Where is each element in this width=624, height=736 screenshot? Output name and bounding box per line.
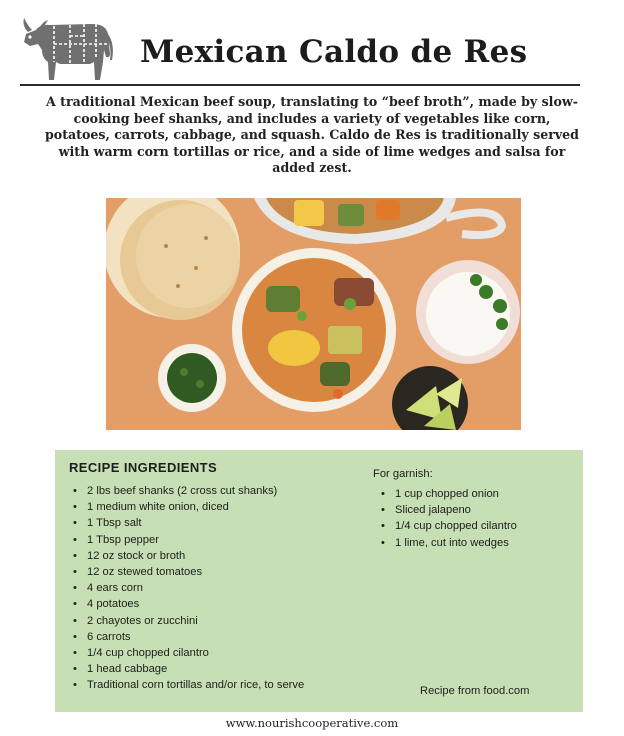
recipe-credit: Recipe from food.com	[420, 685, 530, 697]
garnish-title: For garnish:	[373, 468, 433, 480]
list-item: • 12 oz stewed tomatoes	[71, 564, 304, 580]
header	[20, 8, 580, 86]
list-item: • Traditional corn tortillas and/or rice, to serve	[71, 677, 304, 693]
list-item: • 1/4 cup chopped cilantro	[379, 518, 517, 534]
list-item: • 1/4 cup chopped cilantro	[71, 645, 304, 661]
list-item: • 1 Tbsp pepper	[71, 532, 304, 548]
list-item: • 1 head cabbage	[71, 661, 304, 677]
list-item: • 1 cup chopped onion	[379, 486, 517, 502]
dish-photo	[106, 198, 521, 430]
page-title: Mexican Caldo de Res	[140, 34, 528, 70]
list-item: • 1 medium white onion, diced	[71, 499, 304, 515]
garnish-list	[379, 486, 517, 551]
list-item: • 1 Tbsp salt	[71, 515, 304, 531]
title-divider	[20, 84, 580, 86]
list-item: • 2 chayotes or zucchini	[71, 613, 304, 629]
list-item: • 12 oz stock or broth	[71, 548, 304, 564]
list-item: • 2 lbs beef shanks (2 cross cut shanks)	[71, 483, 304, 499]
ingredients-title: RECIPE INGREDIENTS	[69, 460, 218, 475]
ingredients-card	[55, 450, 583, 712]
list-item: • Sliced jalapeno	[379, 502, 517, 518]
cow-butcher-chart-icon	[20, 10, 116, 84]
list-item: • 6 carrots	[71, 629, 304, 645]
intro-paragraph: A traditional Mexican beef soup, translating to “beef broth”, made by slow-cooking beef shanks, and includes a variety of vegetables like corn, potatoes, carrots, cabbage, and squash. Caldo de Res is traditionally served with warm corn tortillas or rice, and a side of lime wedges and salsa for added zest.	[44, 94, 579, 176]
footer-url: www.nourishcooperative.com	[225, 716, 399, 730]
list-item: • 4 ears corn	[71, 580, 304, 596]
list-item: • 4 potatoes	[71, 596, 304, 612]
list-item: • 1 lime, cut into wedges	[379, 535, 517, 551]
ingredients-list	[71, 483, 304, 693]
